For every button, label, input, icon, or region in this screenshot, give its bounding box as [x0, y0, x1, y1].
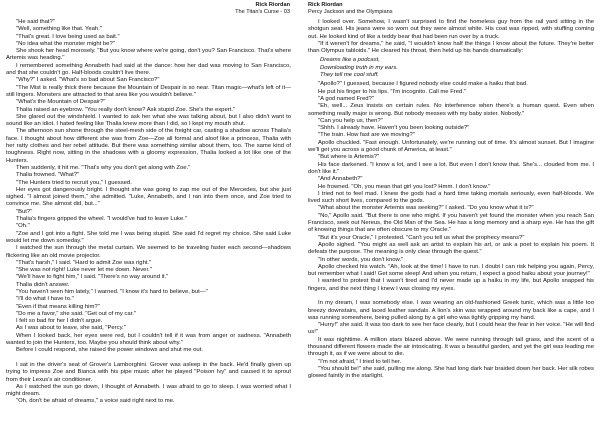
paragraph: I looked over. Somehow, I wasn't surprised to find the homeless guy from the rail yard sitting in the shotgun seat. His jeans were so worn out they were almost white. His coat was ripped, with stuffing coming out. He looked kind of like a teddy bear that had been run over by a truck. — [308, 19, 594, 40]
right-page-header — [308, 2, 393, 16]
paragraph: Thalia didn't answer. — [16, 281, 70, 288]
paragraph: I sat in the driver's seat of Grover's Lamborghini. Grover was asleep in the back. He'd finally given up trying to impress Zoe and Bianca with his pipe music after he played "Poison Ivy" and caused it to sprout from their Lexus's air conditioner. — [6, 361, 291, 383]
paragraph: I felt so bad for her I didn't argue. — [16, 318, 103, 325]
paragraph: "No idea what the monster might be?" — [16, 40, 115, 47]
paragraph: I wanted to protest that I wasn't tired and I'd never made up a haiku in my life, but Apollo snapped his fingers, and the next thing I knew I was closing my eyes. — [308, 278, 594, 292]
paragraph: Before I could respond, she raised the power windows and shut me out. — [16, 347, 203, 354]
paragraph: "Shhh. I already have. Haven't you been looking outside?" — [318, 125, 470, 132]
paragraph: "What about the monster Artemis was seeking?" I asked. "Do you know what it is?" — [318, 205, 534, 212]
author-name: Rick Riordan — [308, 2, 343, 8]
paragraph: "Hurry!" she said. It was too dark to see her face clearly, but I could hear the fear in her voice. "He will find us!" — [308, 322, 594, 336]
right-page — [300, 0, 600, 424]
paragraph: "Apollo?" I guessed, because I figured nobody else could make a haiku that bad. — [318, 81, 528, 88]
paragraph: "If it weren't for dreams," he said, "I wouldn't know half the things I know about the future. They're better than Olympus tabloids." He cleared his throat, then held up his hands dramatically: — [308, 40, 594, 55]
paragraph: In my dream, I was somebody else. I was wearing an old-fashioned Greek tunic, which was a little too breezy downstairs, and laced leather sandals. A lion's skin was wrapped around my back like a cape, and I was running somewhere, being pulled along by a girl who was tightly gripping my hand. — [308, 300, 594, 321]
paragraph: As I watched the sun go down, I thought of Annabeth. I was afraid to go to sleep. I was worried what I might dream. — [6, 383, 291, 398]
paragraph: "You should be!" she said, pulling me along. She had long dark hair braided down her back. Her silk robes glowed faintly in the starlight. — [308, 365, 594, 380]
paragraph: "Oh." — [16, 223, 30, 230]
paragraph: He put his finger to his lips. "I'm incognito. Call me Fred." — [318, 88, 467, 95]
paragraph: Apollo checked his watch. "Ah, look at the time! I have to run. I doubt I can risk helping you again, Percy, but remember what I said! Get some sleep! And when you return, I expect a good haiku about your journey!" — [308, 263, 594, 278]
section-break — [308, 293, 594, 300]
paragraph: "What's the Mountain of Despair?" — [16, 99, 106, 106]
paragraph: "Oh, don't be afraid of dreams," a voice said right next to me. — [16, 398, 175, 405]
paragraph: "The Hunters tried to recruit you," I guessed. — [16, 179, 132, 186]
paragraph: "And Annabeth?" — [318, 176, 363, 183]
left-page-text — [6, 19, 291, 422]
paragraph: "No," Apollo said. "But there is one who might. If you haven't yet found the monster when you reach San Francisco, seek out Nereus, the Old Man of the Sea. He has a long memory and a sharp eye. He has the gift of knowing things that are often obscure to my Oracle." — [308, 212, 594, 234]
paragraph: I watched the sun through the metal curtain. We seemed to be traveling faster each second—shadows flickering like an old movie projector. — [6, 245, 291, 259]
paragraph: "I'm not afraid," I tried to tell her. — [318, 358, 402, 365]
paragraph: "Zoe and I got into a fight. She told me I was being stupid. She said I'd regret my choice. She said Luke would let me down someday." — [6, 230, 291, 244]
paragraph: She glared out the windshield. I wanted to ask her what she was talking about, but I also didn't want to sound like an idiot. I hated feeling like Thalia knew more than I did, so I kept my mouth shut. — [6, 113, 291, 128]
haiku-line: Downloading truth in my ears. — [320, 64, 398, 71]
paragraph: "Eh, well... Zeus insists on certain rules. No interference when there's a human quest. Even when something really major is wrong. But nobody messes with my baby sister. Nobody." — [308, 103, 594, 117]
paragraph: I tried not to feel mad. I knew the gods had a hard time taking mortals seriously, even half-bloods. We lived such short lives, compared to the gods. — [308, 190, 594, 205]
paragraph: "But it's your Oracle," I protested. "Can't you tell us what the prophecy means?" — [318, 234, 525, 241]
paragraph: "I'll do what I have to." — [16, 296, 74, 303]
paragraph: "Even if that means killing him?" — [16, 303, 100, 310]
paragraph: She shook her head morosely. "But you know where we're going, don't you? San Francisco. That's where Artemis was heading." — [6, 48, 291, 62]
paragraph: "That's great. I love being used as bait." — [16, 33, 120, 40]
paragraph: The afternoon sun shone through the steel-mesh side of the freight car, casting a shadow across Thalia's face. I thought about how different she was from Zoe—Zoe all formal and aloof like a princess, Thalia with her ratty clothes and her rebel attitude. But there was something similar about them, too. The same kind of toughness. Right now, sitting in the shadows with a gloomy expression, Thalia looked a lot like one of the Hunters. — [6, 128, 291, 164]
section-break — [6, 355, 291, 362]
series-title: Percy Jackson and the Olympians — [308, 8, 393, 15]
haiku — [308, 57, 594, 79]
paragraph: "The Mist is really thick there because the Mountain of Despair is so near. Titan magic—what's left of it—still lingers. Monsters are attracted to that area like you wouldn't believe." — [6, 84, 291, 98]
right-page-text — [308, 19, 594, 422]
paragraph: As I was about to leave, she said, "Percy." — [16, 325, 126, 332]
paragraph: "Do me a favor," she said. "Get out of my car." — [16, 310, 137, 317]
author-name: Rick Riordan — [255, 2, 290, 8]
book-title: The Titan's Curse - 03 — [235, 8, 290, 15]
paragraph: Apollo chuckled. "Fast enough. Unfortunately, we're running out of time. It's almost sunset. But I imagine we'll get you across a good chunk of America, at least." — [308, 139, 594, 154]
paragraph: It was nighttime. A million stars blazed above. We were running through tall grass, and the scent of a thousand different flowers made the air intoxicating. It was a beautiful garden, and yet the girl was leading me through it, as if we were about to die. — [308, 336, 594, 358]
paragraph: His face darkened. "I know a lot, and I see a lot. But even I don't know that. She's... clouded from me. I don't like it." — [308, 161, 594, 175]
paragraph: "The train. How fast are we moving?" — [318, 132, 415, 139]
paragraph: He frowned. "Oh, you mean that girl you lost? Hmm. I don't know." — [318, 183, 491, 190]
paragraph: "Can you help us, then?" — [318, 117, 383, 124]
paragraph: "A god named Fred?" — [318, 95, 374, 102]
left-page-header — [235, 2, 290, 16]
paragraph: "Why?" I asked. "What's so bad about San Francisco?" — [16, 77, 160, 84]
paragraph: Then suddenly, it hit me. "That's why you don't get along with Zoe." — [16, 164, 191, 171]
paragraph: Her eyes got dangerously bright. I thought she was going to zap me out of the Mercedes, but she just sighed. "I almost joined them," she admitted. "Luke, Annabeth, and I ran into them once, and Zoe tried to convince me. She almost did, but..." — [6, 186, 291, 208]
paragraph: "We'll have to fight him," I said. "There's no way around it." — [16, 274, 169, 281]
paragraph: "She was not right! Luke never let me down. Never." — [16, 267, 152, 274]
paragraph: "You haven't seen him lately," I warned. "I know it's hard to believe, but—" — [16, 288, 208, 295]
paragraph: "Well, something like that. Yeah." — [16, 26, 102, 33]
paragraph: I remembered something Annabeth had said at the dance: how her dad was moving to San Francisco, and that she couldn't go. Half-bloods couldn't live there. — [6, 62, 291, 77]
paragraph: When I looked back, her eyes were red, but I couldn't tell if it was from anger or sadness. "Annabeth wanted to join the Hunters, too. Maybe you should think about why." — [6, 332, 291, 347]
paragraph: "He said that?" — [16, 19, 55, 25]
paragraph: Thalia's fingers gripped the wheel. "I would've had to leave Luke." — [16, 216, 187, 223]
paragraph: "In other words, you don't know." — [318, 256, 404, 263]
paragraph: Thalia frowned. "What?" — [16, 172, 80, 179]
paragraph: Thalia raised an eyebrow. "You really don't know? Ask stupid Zoe. She's the expert." — [16, 106, 236, 113]
paragraph: "But?" — [16, 208, 33, 215]
paragraph: "That's harsh," I said. "Hard to admit Zoe was right." — [16, 259, 152, 266]
paragraph: "But where is Artemis?" — [318, 154, 380, 161]
haiku-line: They tell me cool stuff. — [320, 72, 379, 79]
paragraph: Apollo sighed. "You might as well ask an artist to explain his art, or ask a poet to explain his poem. It defeats the purpose. The meaning is only clear through the quest." — [308, 241, 594, 256]
haiku-line: Dreams like a podcast, — [320, 57, 380, 64]
